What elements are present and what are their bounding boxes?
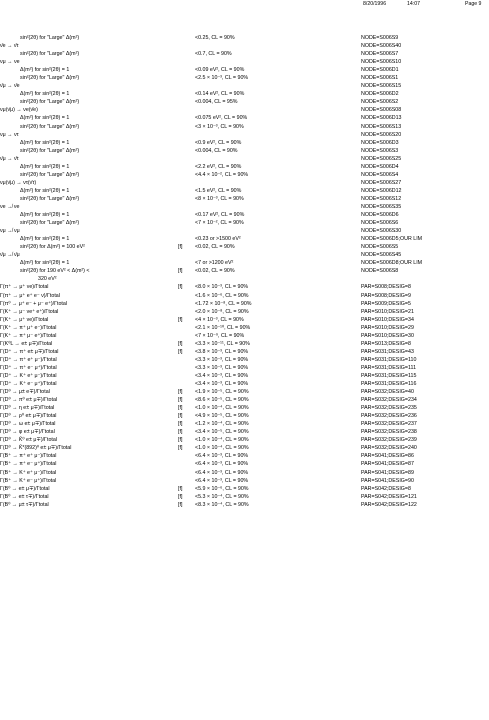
table-row bbox=[0, 131, 489, 139]
row-label: Γ(D⁰ → φ e± μ∓)/Γtotal bbox=[0, 429, 55, 436]
row-value: <1.6 × 10⁻⁶, CL = 90% bbox=[195, 292, 249, 299]
row-label: sin²(2θ) for "Large" Δ(m²) bbox=[20, 51, 80, 58]
row-value: <0.25, CL = 90% bbox=[195, 35, 235, 41]
table-row bbox=[0, 106, 489, 114]
row-value: <0.9 eV², CL = 90% bbox=[195, 139, 242, 146]
row-label: Γ(D⁺ → π⁺ e± μ∓)/Γtotal bbox=[0, 348, 59, 355]
row-label: Δ(m²) for sin²(2θ) = 1 bbox=[20, 212, 70, 219]
row-node-id: PAR=S032;DESIG=40 bbox=[361, 389, 414, 396]
table-row bbox=[0, 195, 489, 203]
row-label: Γ(π⁺ → μ⁺ e⁺ e⁻ ν)/Γtotal bbox=[0, 292, 60, 299]
row-label: Δ(m²) for sin²(2θ) = 1 bbox=[20, 67, 70, 74]
table-row bbox=[0, 356, 489, 364]
row-value: <1.0 × 10⁻⁴, CL = 90% bbox=[195, 437, 249, 444]
row-label: νμ → νe bbox=[0, 59, 20, 66]
table-row bbox=[0, 259, 489, 267]
row-label: Γ(K⁺ → μ⁻ νe⁺ e⁺)/Γtotal bbox=[0, 308, 59, 315]
row-label: sin²(2θ) for "Large" Δ(m²) bbox=[20, 99, 80, 106]
row-value: <1.2 × 10⁻⁴, CL = 90% bbox=[195, 421, 249, 428]
table-row bbox=[0, 308, 489, 316]
table-row bbox=[0, 428, 489, 436]
row-label: Γ(D⁰ → K̄⁰ e± μ∓)/Γtotal bbox=[0, 437, 57, 444]
row-value: <3.4 × 10⁻³, CL = 90% bbox=[195, 381, 249, 388]
header-page-number: Page 9 bbox=[465, 1, 482, 7]
row-label: Δ(m²) for sin²(2θ) = 1 bbox=[20, 139, 70, 146]
row-label: νμ ↛ νμ bbox=[0, 228, 20, 235]
row-label: νμ(ν̄μ) → νe(ν̄e) bbox=[0, 107, 38, 114]
row-node-id: NODE=S006S13 bbox=[361, 123, 402, 130]
table-row bbox=[0, 348, 489, 356]
row-value: <2.5 × 10⁻³, CL = 90% bbox=[195, 75, 249, 82]
listing-rows bbox=[0, 34, 489, 509]
row-footnote-mark: [f] bbox=[178, 389, 183, 396]
table-row bbox=[0, 493, 489, 501]
table-row bbox=[0, 436, 489, 444]
row-node-id: PAR=S031;DESIG=116 bbox=[361, 381, 417, 388]
row-value: <4.9 × 10⁻⁵, CL = 90% bbox=[195, 413, 249, 420]
row-footnote-mark: [f] bbox=[178, 429, 183, 436]
row-node-id: NODE=S006S6 bbox=[361, 220, 399, 227]
row-node-id: NODE=S006S3 bbox=[361, 147, 399, 154]
row-label: νe ↛ νe bbox=[0, 203, 20, 210]
row-label: Γ(D⁰ → K̄*(892)⁰ e± μ∓)/Γtotal bbox=[0, 445, 72, 452]
row-value: <1.5 eV², CL = 90% bbox=[195, 187, 242, 194]
row-label: Γ(B⁺ → K⁺ e⁺ μ⁻)/Γtotal bbox=[0, 469, 57, 476]
row-footnote-mark: [f] bbox=[178, 501, 183, 508]
row-node-id: PAR=S032;DESIG=240 bbox=[361, 445, 417, 452]
table-row bbox=[0, 485, 489, 493]
row-label: sin²(2θ) for "Large" Δ(m²) bbox=[20, 75, 80, 82]
row-footnote-mark: [f] bbox=[178, 340, 183, 347]
row-node-id: PAR=S010;DESIG=34 bbox=[361, 316, 414, 323]
row-node-id: PAR=S008;DESIG=8 bbox=[361, 284, 411, 291]
table-row bbox=[0, 90, 489, 98]
row-node-id: NODE=S006S8 bbox=[361, 268, 399, 275]
table-row bbox=[0, 420, 489, 428]
row-node-id: NODE=S006S45 bbox=[361, 252, 402, 259]
row-label: Γ(B⁰ → e± μ∓)/Γtotal bbox=[0, 485, 50, 492]
row-value: <7 × 10⁻⁹, CL = 90% bbox=[195, 332, 245, 339]
row-node-id: PAR=S013;DESIG=8 bbox=[361, 340, 411, 347]
table-row bbox=[0, 300, 489, 308]
row-value: <3 × 10⁻³, CL = 90% bbox=[195, 123, 244, 130]
row-value: <1.0 × 10⁻⁴, CL = 90% bbox=[195, 445, 249, 452]
table-row bbox=[0, 114, 489, 122]
row-footnote-mark: [f] bbox=[178, 397, 183, 404]
row-node-id: PAR=S041;DESIG=86 bbox=[361, 453, 414, 460]
row-node-id: PAR=S031;DESIG=43 bbox=[361, 348, 414, 355]
row-value: <5.3 × 10⁻⁴, CL = 90% bbox=[195, 493, 249, 500]
row-node-id: NODE=S006S1 bbox=[361, 75, 399, 82]
table-row bbox=[0, 50, 489, 58]
row-footnote-mark: [f] bbox=[178, 445, 183, 452]
row-label: ν̄μ → ν̄e bbox=[0, 83, 20, 90]
row-label: Γ(B⁰ → e± τ∓)/Γtotal bbox=[0, 493, 49, 500]
table-row bbox=[0, 179, 489, 187]
row-footnote-mark: [f] bbox=[178, 284, 183, 291]
table-row bbox=[0, 324, 489, 332]
row-footnote-mark: [f] bbox=[178, 413, 183, 420]
row-footnote-mark: [f] bbox=[178, 485, 183, 492]
row-node-id: NODE=S006S10 bbox=[361, 59, 402, 66]
row-label: Γ(D⁺ → K⁺ e⁻ μ⁺)/Γtotal bbox=[0, 381, 57, 388]
row-footnote-mark: [f] bbox=[178, 244, 183, 251]
row-label: Γ(K⁰L → e± μ∓)/Γtotal bbox=[0, 340, 53, 347]
row-label: Γ(D⁰ → ω e± μ∓)/Γtotal bbox=[0, 421, 56, 428]
row-value: <0.23 or >1500 eV² bbox=[195, 236, 241, 243]
row-node-id: NODE=S006D5;OUR LIM bbox=[361, 236, 423, 243]
row-node-id: PAR=S031;DESIG=111 bbox=[361, 364, 417, 371]
row-value: <8.6 × 10⁻⁵, CL = 90% bbox=[195, 397, 249, 404]
row-node-id: NODE=S006D6 bbox=[361, 212, 399, 219]
table-row bbox=[0, 171, 489, 179]
row-value: <0.14 eV², CL = 90% bbox=[195, 91, 245, 98]
row-footnote-mark: [f] bbox=[178, 268, 183, 275]
row-node-id: PAR=S032;DESIG=235 bbox=[361, 405, 417, 412]
row-value: <3.3 × 10⁻³, CL = 90% bbox=[195, 364, 249, 371]
table-row bbox=[0, 460, 489, 468]
row-node-id: NODE=S006S20 bbox=[361, 131, 402, 138]
row-label: sin²(2θ) for "Large" Δ(m²) bbox=[20, 195, 80, 202]
row-label: Δ(m²) for sin²(2θ) = 1 bbox=[20, 91, 70, 98]
row-node-id: PAR=S032;DESIG=239 bbox=[361, 437, 417, 444]
row-label: Δ(m²) for sin²(2θ) = 1 bbox=[20, 260, 70, 267]
table-row bbox=[0, 469, 489, 477]
row-label: Δ(m²) for sin²(2θ) = 1 bbox=[20, 236, 70, 243]
row-node-id: NODE=S006S4 bbox=[361, 171, 399, 178]
header-date: 8/20/1996 bbox=[363, 1, 387, 7]
row-node-id: PAR=S032;DESIG=238 bbox=[361, 429, 417, 436]
row-label: Γ(K⁺ → μ⁺ νe)/Γtotal bbox=[0, 316, 49, 323]
table-row bbox=[0, 404, 489, 412]
row-value: <5.9 × 10⁻⁶, CL = 90% bbox=[195, 485, 249, 492]
row-node-id: NODE=S006S08 bbox=[361, 107, 402, 114]
row-value: <6.4 × 10⁻³, CL = 90% bbox=[195, 469, 249, 476]
row-label: Γ(K⁺ → π⁺ μ⁺ e⁻)/Γtotal bbox=[0, 324, 57, 331]
row-node-id: PAR=S042;DESIG=121 bbox=[361, 493, 417, 500]
row-footnote-mark: [f] bbox=[178, 348, 183, 355]
row-value: <2.1 × 10⁻¹⁰, CL = 90% bbox=[195, 324, 251, 331]
row-label: sin²(2θ) for "Large" Δ(m²) bbox=[20, 147, 80, 154]
row-label: ν̄μ → ν̄τ bbox=[0, 155, 19, 162]
table-row bbox=[0, 74, 489, 82]
row-node-id: NODE=S006S7 bbox=[361, 51, 399, 58]
table-row bbox=[0, 235, 489, 243]
row-label: Γ(π⁺ → μ⁺ νe)/Γtotal bbox=[0, 284, 49, 291]
table-row bbox=[0, 251, 489, 259]
row-value: <0.02, CL = 90% bbox=[195, 244, 235, 251]
row-value: <0.09 eV², CL = 90% bbox=[195, 67, 245, 74]
table-row bbox=[0, 123, 489, 131]
row-value: <2.2 eV², CL = 90% bbox=[195, 163, 242, 170]
row-label: sin²(2θ) for "Large" Δ(m²) bbox=[20, 220, 80, 227]
row-label: Γ(K⁺ → π⁺ μ⁻ e⁺)/Γtotal bbox=[0, 332, 57, 339]
table-row bbox=[0, 163, 489, 171]
row-label: Γ(D⁰ → η e± μ∓)/Γtotal bbox=[0, 405, 55, 412]
row-node-id: NODE=S006S2 bbox=[361, 99, 399, 106]
row-label: sin²(2θ) for Δ(m²) = 100 eV² bbox=[20, 244, 85, 251]
row-node-id: NODE=S006D2 bbox=[361, 91, 399, 98]
row-label: Γ(D⁰ → π⁰ e± μ∓)/Γtotal bbox=[0, 397, 58, 404]
row-label: Δ(m²) for sin²(2θ) = 1 bbox=[20, 115, 70, 122]
row-label: Γ(B⁺ → K⁺ e⁻ μ⁺)/Γtotal bbox=[0, 477, 57, 484]
row-label: Γ(D⁺ → π⁺ e⁻ μ⁺)/Γtotal bbox=[0, 364, 57, 371]
row-label: Γ(D⁺ → K⁺ e⁺ μ⁻)/Γtotal bbox=[0, 372, 57, 379]
row-node-id: NODE=S006D13 bbox=[361, 115, 402, 122]
row-value: <0.075 eV², CL = 90% bbox=[195, 115, 248, 122]
table-row bbox=[0, 187, 489, 195]
table-row bbox=[0, 58, 489, 66]
table-row bbox=[0, 316, 489, 324]
row-value: <7 × 10⁻², CL = 90% bbox=[195, 220, 244, 227]
row-node-id: PAR=S042;DESIG=8 bbox=[361, 485, 411, 492]
row-value: <8 × 10⁻³, CL = 90% bbox=[195, 195, 244, 202]
row-node-id: NODE=S006S25 bbox=[361, 155, 402, 162]
row-label: sin²(2θ) for 190 eV² < Δ(m²) < bbox=[20, 268, 90, 275]
row-node-id: PAR=S031;DESIG=115 bbox=[361, 372, 417, 379]
row-label: sin²(2θ) for "Large" Δ(m²) bbox=[20, 123, 80, 130]
row-value: <3.4 × 10⁻⁵, CL = 90% bbox=[195, 429, 249, 436]
table-row bbox=[0, 34, 489, 42]
row-node-id: PAR=S008;DESIG=9 bbox=[361, 292, 411, 299]
table-row bbox=[0, 203, 489, 211]
table-row bbox=[0, 388, 489, 396]
table-row bbox=[0, 396, 489, 404]
row-node-id: PAR=S032;DESIG=236 bbox=[361, 413, 417, 420]
row-value: <6.4 × 10⁻³, CL = 90% bbox=[195, 477, 249, 484]
table-row bbox=[0, 444, 489, 452]
row-node-id: NODE=S006D3 bbox=[361, 139, 399, 146]
row-value: <3.4 × 10⁻³, CL = 90% bbox=[195, 372, 249, 379]
row-node-id: NODE=S006D4 bbox=[361, 163, 399, 170]
row-node-id: NODE=S006S9 bbox=[361, 35, 399, 41]
table-row bbox=[0, 243, 489, 251]
row-label: Γ(B⁺ → π⁺ e⁺ μ⁻)/Γtotal bbox=[0, 453, 57, 460]
row-label: νμ(ν̄μ) → ντ(ν̄τ) bbox=[0, 179, 37, 186]
table-row bbox=[0, 501, 489, 509]
row-label: νμ → ντ bbox=[0, 131, 19, 138]
table-row bbox=[0, 227, 489, 235]
row-label: Γ(π⁰ → μ⁺ e⁻ + μ⁻ e⁺)/Γtotal bbox=[0, 300, 68, 307]
row-label: Γ(D⁺ → π⁺ e⁺ μ⁻)/Γtotal bbox=[0, 356, 57, 363]
row-node-id: PAR=S041;DESIG=90 bbox=[361, 477, 414, 484]
row-value: <1.0 × 10⁻⁴, CL = 90% bbox=[195, 405, 249, 412]
table-row bbox=[0, 147, 489, 155]
table-row bbox=[0, 139, 489, 147]
row-node-id: PAR=S041;DESIG=89 bbox=[361, 469, 414, 476]
table-row bbox=[0, 292, 489, 300]
row-label: sin²(2θ) for "Large" Δ(m²) bbox=[20, 35, 80, 41]
table-row bbox=[0, 66, 489, 74]
row-node-id: NODE=S006D8;OUR LIM bbox=[361, 260, 423, 267]
table-row bbox=[0, 372, 489, 380]
row-node-id: PAR=S009;DESIG=5 bbox=[361, 300, 411, 307]
row-value: <6.4 × 10⁻³, CL = 90% bbox=[195, 453, 249, 460]
row-label: Δ(m²) for sin²(2θ) = 1 bbox=[20, 163, 70, 170]
row-value: <2.0 × 10⁻⁸, CL = 90% bbox=[195, 308, 249, 315]
table-row bbox=[0, 452, 489, 460]
table-row bbox=[0, 283, 489, 291]
row-footnote-mark: [f] bbox=[178, 316, 183, 323]
row-label: Γ(B⁺ → π⁺ e⁻ μ⁺)/Γtotal bbox=[0, 461, 57, 468]
table-row bbox=[0, 364, 489, 372]
table-row bbox=[0, 380, 489, 388]
table-row bbox=[0, 267, 489, 275]
row-node-id: PAR=S031;DESIG=110 bbox=[361, 356, 417, 363]
table-row bbox=[0, 275, 489, 283]
table-row bbox=[0, 412, 489, 420]
table-row bbox=[0, 98, 489, 106]
row-label: 320 eV² bbox=[38, 276, 57, 283]
row-node-id: PAR=S042;DESIG=122 bbox=[361, 501, 417, 508]
row-value: <1.72 × 10⁻⁸, CL = 90% bbox=[195, 300, 252, 307]
header-time: 14:07 bbox=[407, 1, 420, 7]
row-footnote-mark: [f] bbox=[178, 405, 183, 412]
table-row bbox=[0, 82, 489, 90]
table-row bbox=[0, 477, 489, 485]
table-row bbox=[0, 340, 489, 348]
row-value: <0.17 eV², CL = 90% bbox=[195, 212, 245, 219]
row-value: <0.02, CL = 90% bbox=[195, 268, 235, 275]
table-row bbox=[0, 219, 489, 227]
row-label: ν̄e → ν̄τ bbox=[0, 43, 19, 50]
row-value: <1.9 × 10⁻⁵, CL = 90% bbox=[195, 389, 249, 396]
row-node-id: NODE=S006S40 bbox=[361, 43, 402, 50]
row-value: <8.0 × 10⁻³, CL = 90% bbox=[195, 284, 249, 291]
row-footnote-mark: [f] bbox=[178, 437, 183, 444]
row-value: <7 or >1200 eV² bbox=[195, 260, 234, 267]
row-value: <0.004, CL = 90% bbox=[195, 147, 238, 154]
row-value: <4 × 10⁻³, CL = 90% bbox=[195, 316, 244, 323]
row-node-id: NODE=S006S30 bbox=[361, 228, 402, 235]
row-node-id: NODE=S006S5 bbox=[361, 244, 399, 251]
row-value: <3.3 × 10⁻³, CL = 90% bbox=[195, 356, 249, 363]
table-row bbox=[0, 211, 489, 219]
row-node-id: PAR=S032;DESIG=237 bbox=[361, 421, 417, 428]
row-node-id: NODE=S006S35 bbox=[361, 203, 402, 210]
row-node-id: NODE=S006D12 bbox=[361, 187, 402, 194]
table-row bbox=[0, 332, 489, 340]
row-node-id: PAR=S010;DESIG=21 bbox=[361, 308, 414, 315]
row-node-id: PAR=S041;DESIG=87 bbox=[361, 461, 414, 468]
table-row bbox=[0, 155, 489, 163]
row-node-id: PAR=S010;DESIG=30 bbox=[361, 332, 414, 339]
row-label: ν̄μ ↛ ν̄μ bbox=[0, 252, 20, 259]
row-value: <3.8 × 10⁻³, CL = 90% bbox=[195, 348, 249, 355]
row-value: <8.3 × 10⁻⁴, CL = 90% bbox=[195, 501, 249, 508]
row-footnote-mark: [f] bbox=[178, 493, 183, 500]
row-node-id: PAR=S032;DESIG=234 bbox=[361, 397, 417, 404]
row-label: Γ(B⁰ → μ± τ∓)/Γtotal bbox=[0, 501, 49, 508]
row-value: <6.4 × 10⁻³, CL = 90% bbox=[195, 461, 249, 468]
row-value: <4.4 × 10⁻², CL = 90% bbox=[195, 171, 249, 178]
row-node-id: PAR=S010;DESIG=29 bbox=[361, 324, 414, 331]
row-label: Γ(D⁰ → ρ⁰ e± μ∓)/Γtotal bbox=[0, 413, 57, 420]
row-footnote-mark: [f] bbox=[178, 421, 183, 428]
row-label: Δ(m²) for sin²(2θ) = 1 bbox=[20, 187, 70, 194]
row-label: sin²(2θ) for "Large" Δ(m²) bbox=[20, 171, 80, 178]
row-value: <3.3 × 10⁻¹¹, CL = 90% bbox=[195, 340, 250, 347]
table-row bbox=[0, 42, 489, 50]
row-node-id: NODE=S006D1 bbox=[361, 67, 399, 74]
row-value: <0.004, CL = 95% bbox=[195, 99, 238, 106]
row-node-id: NODE=S006S12 bbox=[361, 195, 402, 202]
row-node-id: NODE=S006S27 bbox=[361, 179, 402, 186]
row-value: <0.7, CL = 90% bbox=[195, 51, 232, 58]
row-node-id: NODE=S006S15 bbox=[361, 83, 402, 90]
row-label: Γ(D⁰ → μ± e∓)/Γtotal bbox=[0, 389, 50, 396]
